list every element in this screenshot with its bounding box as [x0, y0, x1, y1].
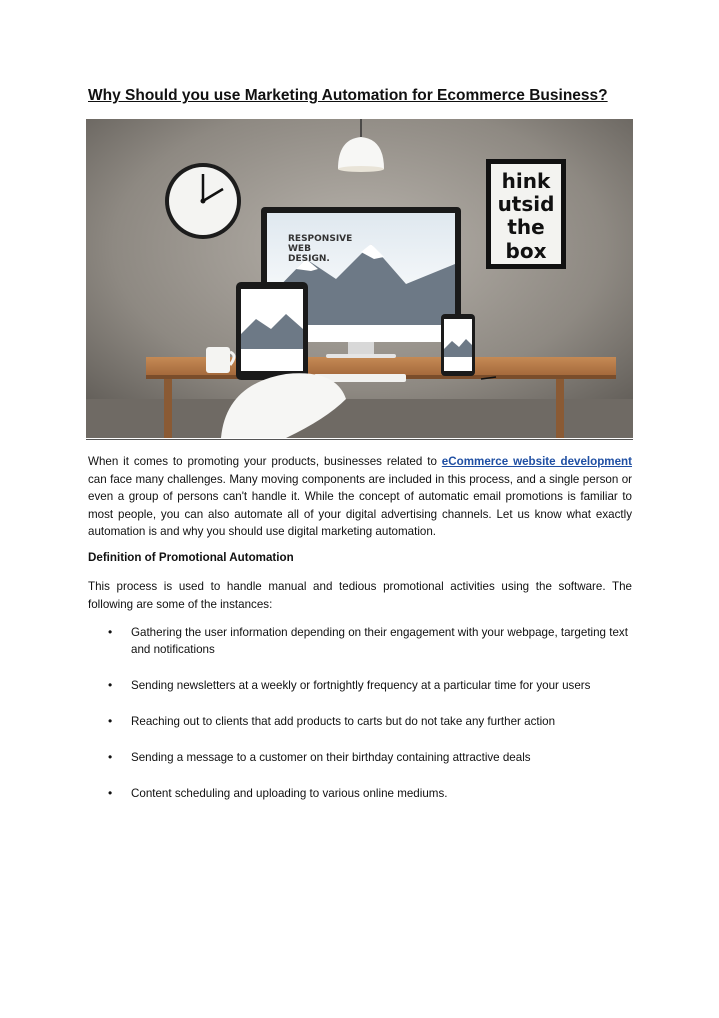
bullet-icon: •: [108, 625, 113, 639]
list-item: [88, 713, 632, 730]
list-item-text: Content scheduling and uploading to various online mediums.: [131, 787, 448, 800]
bullet-icon: •: [108, 714, 113, 728]
list-item: [88, 624, 632, 658]
screen-headline-1: RESPONSIVE: [288, 234, 353, 244]
think-outside-the-box-poster: [486, 159, 566, 269]
poster-line-3: the: [507, 215, 545, 239]
page-title: Why Should you use Marketing Automation for Ecommerce Business?: [88, 87, 608, 104]
intro-text-after-link: can face many challenges. Many moving components are included in this process, and a single person or even a group of persons can't handle it. While the concept of automatic email promotions is familiar to most people, you can also automate all of your digital advertising channels. Let us know what exactly automation is and why you should use digital marketing automation.: [88, 472, 632, 538]
list-item-text: Sending a message to a customer on their birthday containing attractive deals: [131, 751, 531, 764]
poster-line-4: box: [505, 239, 547, 263]
list-item-text: Gathering the user information depending on their engagement with your webpage, targeting text and notifications: [131, 626, 628, 656]
list-item: [88, 749, 632, 766]
poster-line-2: utsid: [497, 192, 555, 216]
bullet-icon: •: [108, 786, 113, 800]
instances-list: [88, 624, 632, 802]
list-item-text: Reaching out to clients that add products to carts but do not take any further action: [131, 715, 556, 728]
list-item: [88, 677, 632, 694]
hero-illustration: [86, 119, 633, 438]
bullet-icon: •: [108, 750, 113, 764]
section-heading: Definition of Promotional Automation: [88, 551, 294, 564]
wall-clock-icon: [165, 163, 241, 239]
intro-text-before-link: When it comes to promoting your products, businesses related to: [88, 455, 442, 468]
hero-image: [86, 119, 633, 438]
screen-headline-2: WEB: [288, 244, 311, 254]
image-divider-line: [86, 439, 633, 440]
section-intro-paragraph: This process is used to handle manual and tedious promotional activities using the software. The following are some of the instances:: [88, 580, 632, 611]
coffee-mug-icon: [206, 347, 234, 373]
list-item-text: Sending newsletters at a weekly or fortnightly frequency at a particular time for your users: [131, 679, 591, 692]
tablet-device: [236, 282, 308, 380]
bullet-icon: •: [108, 678, 113, 692]
screen-headline-3: DESIGN.: [288, 254, 330, 264]
ecommerce-development-link[interactable]: eCommerce website development: [441, 455, 633, 468]
intro-paragraph: [88, 453, 632, 541]
list-item: [88, 785, 632, 802]
poster-line-1: hink: [501, 169, 551, 193]
smartphone-device: [441, 314, 475, 376]
